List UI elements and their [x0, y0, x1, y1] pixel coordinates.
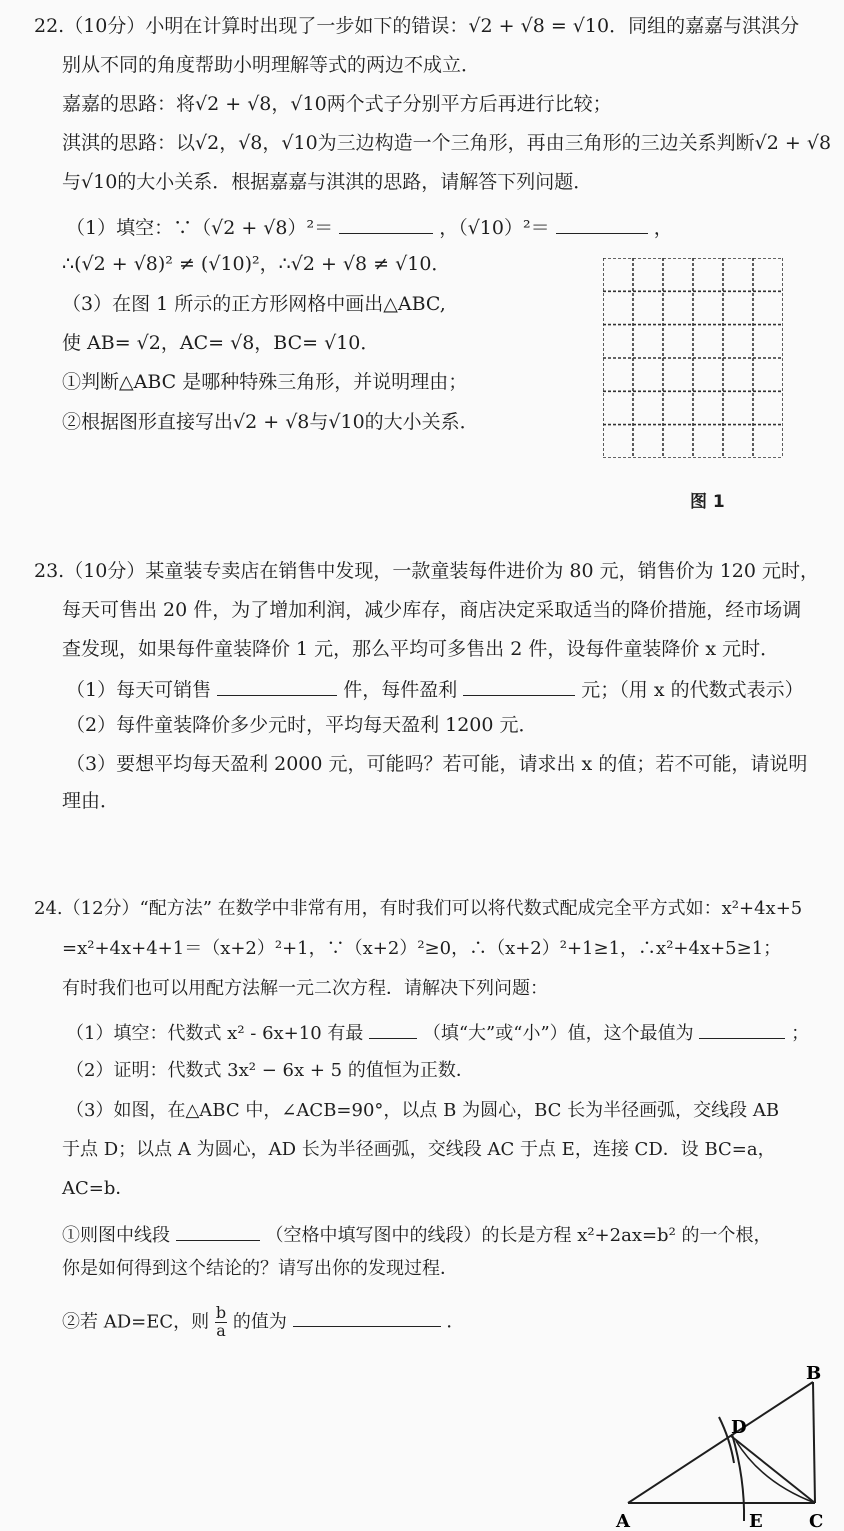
q24-line-2: =x²+4x+4+1＝（x+2）²+1，∵（x+2）²≥0，∴（x+2）²+1≥1，∴x²+4x+5≥1；	[62, 938, 782, 959]
q23-fill-part-2: 件，每件盈利	[343, 679, 458, 701]
q22-fill-line	[66, 214, 673, 238]
q24-fill-line-2	[62, 1222, 772, 1245]
q23-answer-blank-2[interactable]	[463, 676, 575, 696]
figure-1-caption: 图 1	[690, 492, 725, 512]
q22-line-10: ①判断△ABC 是哪种特殊三角形，并说明理由；	[62, 371, 468, 393]
q22-line-7: ∴(√2 + √8)² ≠ (√10)²，∴√2 + √8 ≠ √10．	[62, 253, 451, 275]
q23-fill-part-3: 元；（用 x 的代数式表示）	[581, 679, 804, 701]
q24-answer-blank-3[interactable]	[176, 1222, 260, 1241]
q22-line-9: 使 AB= √2，AC= √8，BC= √10．	[62, 332, 380, 354]
q24-fill-line-3	[62, 1305, 464, 1340]
q22-line-8: （3）在图 1 所示的正方形网格中画出△ABC,	[62, 293, 446, 315]
q24-line-10: 你是如何得到这个结论的？请写出你的发现过程．	[62, 1258, 458, 1279]
label-e: E	[749, 1511, 763, 1531]
q24-fill-1-part-1: （1）填空：代数式 x² - 6x+10 有最	[66, 1023, 364, 1044]
q22-line-1: 22.（10分）小明在计算时出现了一步如下的错误：√2 + √8 = √10．同组的嘉嘉与淇淇分	[34, 15, 800, 37]
q24-answer-blank-1[interactable]	[369, 1020, 417, 1039]
q23-fill-line	[66, 676, 804, 700]
arc-centered-a	[732, 1434, 744, 1521]
q23-fill-part-1: （1）每天可销售	[66, 679, 212, 701]
q24-line-5: （2）证明：代数式 3x² − 6x + 5 的值恒为正数．	[66, 1060, 474, 1081]
q24-fill-1-part-3: ；	[791, 1023, 810, 1044]
fraction-denominator: a	[216, 1320, 226, 1340]
q23-line-3: 查发现，如果每件童装降价 1 元，那么平均可多售出 2 件，设每件童装降价 x 元时．	[62, 638, 780, 660]
q24-fill-3-part-1: ②若 AD=EC，则	[62, 1311, 210, 1333]
segment-bc	[813, 1382, 815, 1503]
q24-fill-line-1	[66, 1020, 809, 1043]
q24-line-6: （3）如图，在△ABC 中，∠ACB=90°，以点 B 为圆心，BC 长为半径画弧，交线段 AB	[66, 1100, 780, 1121]
q23-answer-blank-1[interactable]	[217, 676, 337, 696]
q23-line-7: 理由．	[62, 790, 120, 812]
q23-line-5: （2）每件童装降价多少元时，平均每天盈利 1200 元．	[66, 714, 538, 736]
label-b: B	[806, 1363, 822, 1384]
q24-fill-2-part-1: ①则图中线段	[62, 1225, 170, 1246]
label-a: A	[616, 1511, 630, 1531]
q22-answer-blank-1[interactable]	[339, 214, 433, 234]
q22-fill-part-2: ，（√10）²＝	[439, 217, 550, 239]
segment-ab	[628, 1382, 813, 1503]
triangle-abc-figure	[612, 1355, 844, 1531]
q24-line-3: 有时我们也可以用配方法解一元二次方程．请解决下列问题：	[62, 978, 548, 999]
q24-fill-3-part-2: 的值为	[232, 1311, 287, 1333]
label-d: D	[731, 1417, 747, 1438]
q22-line-3: 嘉嘉的思路：将√2 + √8，√10两个式子分别平方后再进行比较；	[62, 93, 612, 115]
label-c: C	[809, 1511, 824, 1531]
q22-line-5: 与√10的大小关系．根据嘉嘉与淇淇的思路，请解答下列问题．	[62, 171, 593, 193]
q22-line-11: ②根据图形直接写出√2 + √8与√10的大小关系．	[62, 411, 479, 433]
q22-line-4: 淇淇的思路：以√2，√8，√10为三边构造一个三角形，再由三角形的三边关系判断√2 + √8	[62, 132, 832, 154]
fraction-numerator: b	[215, 1303, 227, 1322]
q22-fill-part-1: （1）填空：∵（√2 + √8）²＝	[66, 217, 334, 239]
q24-line-7: 于点 D；以点 A 为圆心，AD 长为半径画弧，交线段 AC 于点 E，连接 CD．设 BC=a，	[62, 1139, 776, 1160]
q24-line-1: 24.（12分）“配方法” 在数学中非常有用，有时我们可以将代数式配成完全平方式如：x²+4x+5	[34, 898, 803, 919]
q23-line-2: 每天可售出 20 件，为了增加利润，减少库存，商店决定采取适当的降价措施，经市场调	[62, 599, 802, 621]
q23-line-6: （3）要想平均每天盈利 2000 元，可能吗？若可能，请求出 x 的值；若不可能，请说明	[66, 753, 808, 775]
q22-line-2: 别从不同的角度帮助小明理解等式的两边不成立．	[62, 54, 481, 76]
q23-line-1: 23.（10分）某童装专卖店在销售中发现，一款童装每件进价为 80 元，销售价为 120 元时，	[34, 560, 819, 582]
q24-fill-1-part-2: （填“大”或“小”）值，这个最值为	[422, 1023, 694, 1044]
q24-answer-blank-2[interactable]	[699, 1020, 785, 1039]
fraction-b-over-a	[215, 1305, 227, 1340]
q24-fill-2-part-2: （空格中填写图中的线段）的长是方程 x²+2ax=b² 的一个根，	[265, 1225, 772, 1246]
q24-answer-blank-4[interactable]	[293, 1308, 441, 1327]
q24-line-8: AC=b．	[62, 1178, 134, 1199]
square-grid-figure	[603, 258, 783, 458]
q22-answer-blank-2[interactable]	[556, 214, 648, 234]
q24-fill-3-part-3: ．	[446, 1311, 465, 1333]
q22-fill-part-3: ，	[653, 217, 673, 239]
